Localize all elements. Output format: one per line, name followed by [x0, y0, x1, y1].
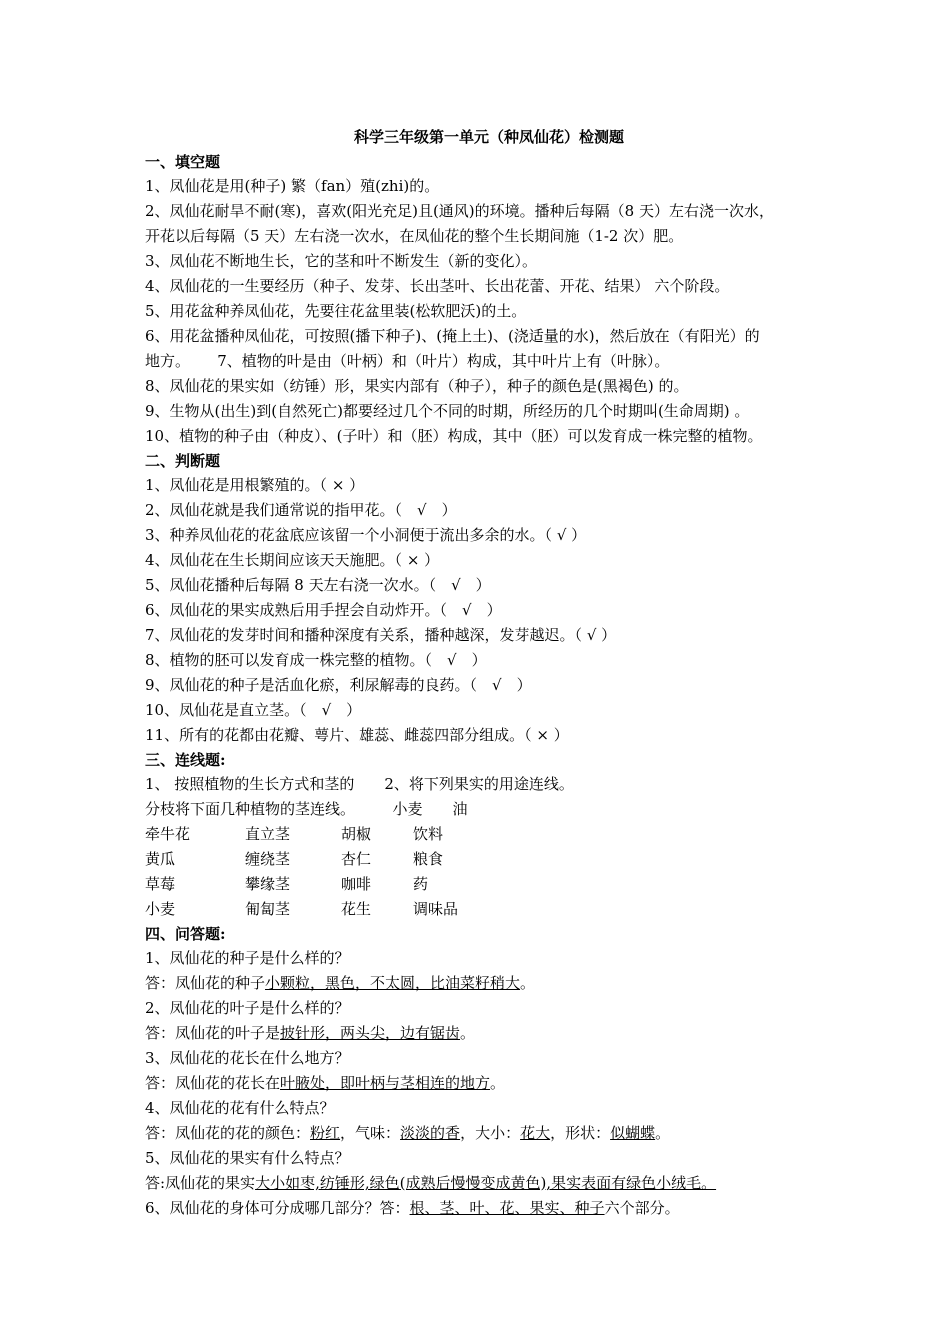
answer-text: ，大小：	[460, 1124, 521, 1142]
judge-line: 2、凤仙花就是我们通常说的指甲花。（ √ ）	[145, 501, 457, 519]
answer-underlined: 叶腋处，即叶柄与茎相连的地方	[280, 1074, 491, 1092]
answer-underlined: 粉红	[310, 1124, 341, 1142]
fill-line: 4、凤仙花的一生要经历（种子、发芽、长出茎叶、长出花蕾、开花、结果） 六个阶段。	[145, 277, 730, 295]
qa-answer	[145, 1071, 815, 1096]
match-row	[145, 897, 815, 922]
answer-underlined: 花大	[520, 1124, 551, 1142]
section-heading-match: 三、连线题:	[145, 751, 226, 769]
fill-line: 3、凤仙花不断地生长，它的茎和叶不断发生（新的变化）。	[145, 252, 538, 270]
section-heading-fill: 一、填空题	[145, 153, 221, 171]
answer-prefix: 答：凤仙花的叶子是	[145, 1024, 281, 1042]
qa-question: 3、凤仙花的花长在什么地方？	[145, 1049, 350, 1067]
judge-line: 11、所有的花都由花瓣、萼片、雄蕊、雌蕊四部分组成。（ × ）	[145, 726, 569, 744]
answer-underlined: 淡淡的香	[400, 1124, 461, 1142]
match-fruit: 咖啡	[341, 875, 372, 893]
qa-answer	[145, 971, 815, 996]
answer-prefix: 答：凤仙花的种子	[145, 974, 266, 992]
document-page	[145, 124, 815, 1221]
section-heading-judge: 二、判断题	[145, 452, 221, 470]
judge-line: 1、凤仙花是用根繁殖的。（ × ）	[145, 476, 365, 494]
match-row	[145, 872, 815, 897]
qa-answer	[145, 1121, 815, 1146]
fill-line: 1、凤仙花是用(种子) 繁（fan）殖(zhi)的。	[145, 177, 440, 195]
match-plant: 牵牛花	[145, 825, 191, 843]
fill-line: 地方。 7、植物的叶是由（叶柄）和（叶片）构成，其中叶片上有（叶脉）。	[145, 352, 670, 370]
answer-text: ，形状：	[550, 1124, 611, 1142]
qa-answer	[145, 1171, 815, 1196]
judge-line: 8、植物的胚可以发育成一株完整的植物。（ √ ）	[145, 651, 487, 669]
qa-question: 2、凤仙花的叶子是什么样的？	[145, 999, 350, 1017]
match-stem: 匍匐茎	[245, 900, 291, 918]
fill-line: 5、用花盆种养凤仙花，先要往花盆里装(松软肥沃)的土。	[145, 302, 527, 320]
match-row	[145, 822, 815, 847]
fill-line: 2、凤仙花耐旱不耐(寒)，喜欢(阳光充足)且(通风)的环境。播种后每隔（8 天）左右浇一次水，	[145, 202, 774, 220]
match-use: 粮食	[413, 850, 444, 868]
match-stem: 缠绕茎	[245, 850, 291, 868]
answer-underlined: 似蝴蝶	[610, 1124, 656, 1142]
answer-prefix: 答：凤仙花的花的颜色：	[145, 1124, 311, 1142]
fill-line: 10、植物的种子由（种皮）、(子叶）和（胚）构成，其中（胚）可以发育成一株完整的植物。	[145, 427, 763, 445]
qa-question: 1、凤仙花的种子是什么样的？	[145, 949, 350, 967]
qa-question: 4、凤仙花的花有什么特点？	[145, 1099, 335, 1117]
match-instruction: 分枝将下面几种植物的茎连线。 小麦 油	[145, 800, 468, 818]
answer-underlined: 小颗粒，黑色，不太圆，比油菜籽稍大	[265, 974, 521, 992]
answer-suffix: 六个部分。	[604, 1199, 680, 1217]
answer-underlined: 披针形，两头尖，边有锯齿	[280, 1024, 461, 1042]
judge-line: 7、凤仙花的发芽时间和播种深度有关系，播种越深，发芽越迟。（ √ ）	[145, 626, 617, 644]
answer-prefix: 6、凤仙花的身体可分成哪几部分？答：	[145, 1199, 410, 1217]
answer-suffix: 。	[490, 1074, 506, 1092]
answer-text: ，气味：	[340, 1124, 401, 1142]
fill-line: 开花以后每隔（5 天）左右浇一次水，在凤仙花的整个生长期间施（1-2 次）肥。	[145, 227, 684, 245]
fill-line: 9、生物从(出生)到(自然死亡)都要经过几个不同的时期，所经历的几个时期叫(生命周期) 。	[145, 402, 750, 420]
judge-line: 4、凤仙花在生长期间应该天天施肥。（ × ）	[145, 551, 440, 569]
fill-line: 6、用花盆播种凤仙花，可按照(播下种子)、(掩上土)、(浇适量的水)，然后放在（有阳光）的	[145, 327, 760, 345]
judge-line: 6、凤仙花的果实成熟后用手捏会自动炸开。（ √ ）	[145, 601, 502, 619]
match-use: 调味品	[413, 900, 459, 918]
match-stem: 直立茎	[245, 825, 291, 843]
answer-underlined: 大小如枣,纺锤形,绿色(成熟后慢慢变成黄色),果实表面有绿色小绒毛。	[255, 1174, 717, 1192]
judge-line: 3、种养凤仙花的花盆底应该留一个小洞便于流出多余的水。（ √ ）	[145, 526, 587, 544]
page-title: 科学三年级第一单元（种凤仙花）检测题	[353, 128, 624, 146]
section-heading-qa: 四、问答题:	[145, 925, 226, 943]
answer-underlined: 根、茎、叶、花、果实、种子	[409, 1199, 605, 1217]
fill-line: 8、凤仙花的果实如（纺锤）形，果实内部有（种子），种子的颜色是(黑褐色) 的。	[145, 377, 689, 395]
match-instruction: 1、 按照植物的生长方式和茎的 2、将下列果实的用途连线。	[145, 775, 574, 793]
answer-suffix: 。	[655, 1124, 671, 1142]
match-stem: 攀缘茎	[245, 875, 291, 893]
answer-suffix: 。	[460, 1024, 476, 1042]
answer-prefix: 答:凤仙花的果实	[145, 1174, 256, 1192]
match-use: 饮料	[413, 825, 444, 843]
answer-suffix: 。	[520, 974, 536, 992]
match-plant: 黄瓜	[145, 850, 176, 868]
qa-question-answer	[145, 1196, 815, 1221]
match-fruit: 杏仁	[341, 850, 372, 868]
match-row	[145, 847, 815, 872]
answer-prefix: 答：凤仙花的花长在	[145, 1074, 281, 1092]
qa-question: 5、凤仙花的果实有什么特点？	[145, 1149, 350, 1167]
judge-line: 9、凤仙花的种子是活血化瘀，利尿解毒的良药。（ √ ）	[145, 676, 532, 694]
match-plant: 小麦	[145, 900, 176, 918]
match-fruit: 花生	[341, 900, 372, 918]
match-use: 药	[413, 875, 429, 893]
match-plant: 草莓	[145, 875, 176, 893]
judge-line: 10、凤仙花是直立茎。（ √ ）	[145, 701, 362, 719]
judge-line: 5、凤仙花播种后每隔 8 天左右浇一次水。（ √ ）	[145, 576, 491, 594]
qa-answer	[145, 1021, 815, 1046]
match-fruit: 胡椒	[341, 825, 372, 843]
